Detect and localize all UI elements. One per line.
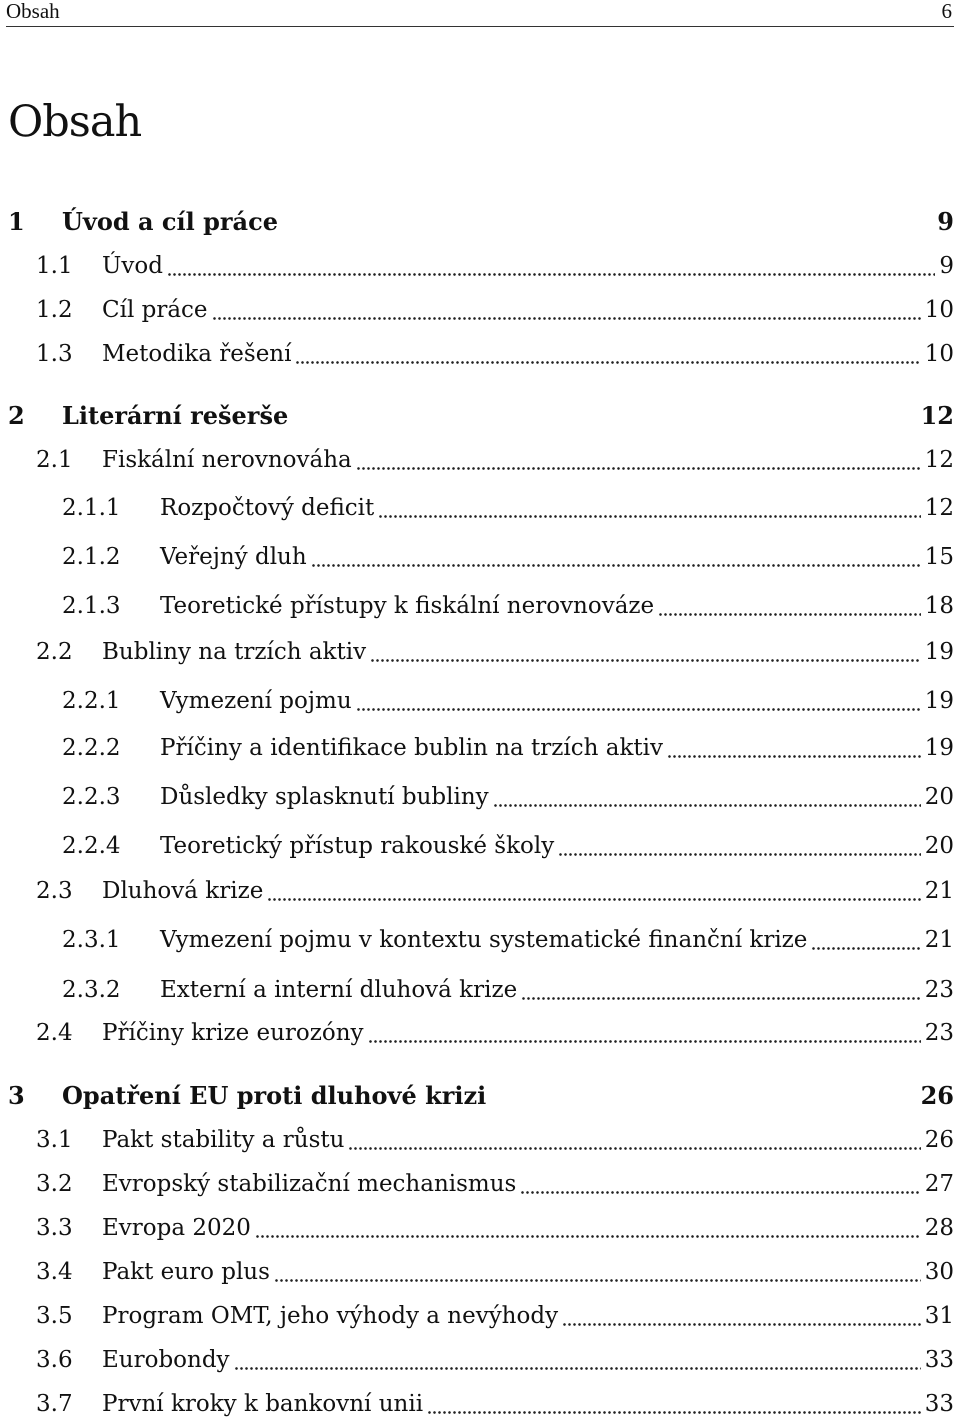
toc-entry-body [160,491,954,525]
toc-entry-body [102,1387,954,1421]
toc-entry-body [102,293,954,327]
toc-entry-title: Důsledky splasknutí bubliny [160,784,489,810]
toc-dot-leader [493,780,921,814]
toc-entry-title: Fiskální nerovnováha [102,447,352,473]
toc-entry-number: 3 [8,1081,25,1110]
toc-entry[interactable] [0,780,960,814]
toc-entry-page: 33 [924,1391,954,1417]
toc-entry-title: Teoretický přístup rakouské školy [160,833,555,859]
toc-dot-leader [267,874,920,908]
header-page-number: 6 [941,0,952,23]
toc-entry[interactable] [0,337,960,371]
toc-entry-number: 2.2 [36,639,73,665]
toc-entry[interactable] [0,1016,960,1050]
toc-entry-title: Teoretické přístupy k fiskální nerovnováze [160,593,655,619]
toc-entry[interactable] [0,635,960,669]
toc-entry-page: 26 [924,1127,954,1153]
toc-entry[interactable] [0,1343,960,1377]
toc-entry-body [160,923,954,957]
toc-entry-number: 2.2.1 [62,688,121,714]
toc-entry-body [102,1211,954,1245]
toc-entry[interactable] [0,249,960,283]
toc-entry-body [62,205,954,239]
toc-entry-title: Vymezení pojmu v kontextu systematické finanční krize [160,927,808,953]
toc-entry-page: 9 [937,207,954,236]
toc-entry[interactable] [0,731,960,765]
toc-entry-body [102,1123,954,1157]
toc-entry-number: 2.3.2 [62,977,121,1003]
toc-entry[interactable] [0,923,960,957]
toc-entry-title: Příčiny krize eurozóny [102,1020,364,1046]
toc-entry-title: Pakt euro plus [102,1259,270,1285]
toc-dot-leader [356,443,921,477]
toc-dot-leader [255,1211,921,1245]
toc-entry-number: 3.5 [36,1303,73,1329]
toc-entry-title: Eurobondy [102,1347,230,1373]
toc-entry-body [160,829,954,863]
toc-entry-body [160,684,954,718]
toc-entry-number: 2 [8,401,25,430]
toc-entry-title: Pakt stability a růstu [102,1127,345,1153]
toc-entry-page: 33 [924,1347,954,1373]
toc-entry-body [160,589,954,623]
toc-entry[interactable] [0,829,960,863]
toc-entry-number: 2.2.3 [62,784,121,810]
toc-entry[interactable] [0,1123,960,1157]
toc-entry-body [160,731,954,765]
toc-entry-page: 31 [924,1303,954,1329]
toc-entry-body [62,399,954,433]
toc-entry[interactable] [0,540,960,574]
toc-entry-body [160,540,954,574]
toc-entry-body [102,443,954,477]
toc-entry-title: Bubliny na trzích aktiv [102,639,367,665]
toc-entry-number: 2.4 [36,1020,73,1046]
toc-entry-body [102,1167,954,1201]
toc-entry-title: Veřejný dluh [160,544,307,570]
toc-entry[interactable] [0,1167,960,1201]
toc-dot-leader [558,829,921,863]
toc-entry-body [102,635,954,669]
toc-entry-page: 10 [924,297,954,323]
toc-entry-page: 19 [924,639,954,665]
toc-entry-page: 21 [924,878,954,904]
toc-dot-leader [658,589,921,623]
toc-entry[interactable] [0,1299,960,1333]
toc-entry-body [102,1255,954,1289]
toc-dot-leader [311,540,921,574]
toc-entry-title: Rozpočtový deficit [160,495,375,521]
toc-entry[interactable] [0,1387,960,1421]
toc-entry-number: 3.3 [36,1215,73,1241]
toc-entry-number: 3.4 [36,1259,73,1285]
toc-entry-number: 1.3 [36,341,73,367]
toc-entry-number: 2.1 [36,447,73,473]
toc-entry-page: 28 [924,1215,954,1241]
toc-entry-page: 20 [924,784,954,810]
toc-entry-number: 2.2.2 [62,735,121,761]
toc-entry-page: 18 [924,593,954,619]
toc-entry-page: 12 [924,495,954,521]
toc-entry-page: 23 [924,1020,954,1046]
toc-entry-page: 15 [924,544,954,570]
toc-entry-body [102,249,954,283]
header-section-title: Obsah [6,0,60,23]
toc-dot-leader [348,1123,920,1157]
toc-entry[interactable] [0,1079,960,1113]
toc-dot-leader [370,635,921,669]
toc-entry-body [102,1299,954,1333]
toc-entry-body [102,874,954,908]
toc-entry-number: 2.1.3 [62,593,121,619]
toc-entry-body [102,1016,954,1050]
toc-entry-page: 12 [920,401,954,430]
toc-entry-page: 19 [924,688,954,714]
toc-entry[interactable] [0,589,960,623]
toc-entry[interactable] [0,973,960,1007]
toc-entry-title: Úvod [102,253,163,279]
toc-entry-title: Vymezení pojmu [160,688,352,714]
toc-entry-title: Evropa 2020 [102,1215,251,1241]
toc-entry[interactable] [0,684,960,718]
toc-entry-page: 23 [924,977,954,1003]
toc-entry-page: 27 [924,1171,954,1197]
toc-entry-page: 30 [924,1259,954,1285]
toc-entry-title: Příčiny a identifikace bublin na trzích aktiv [160,735,663,761]
toc-entry-body [160,973,954,1007]
toc-dot-leader [520,1167,920,1201]
page-title: Obsah [8,97,142,147]
toc-entry[interactable] [0,205,960,239]
toc-dot-leader [490,1079,916,1113]
toc-entry-page: 20 [924,833,954,859]
toc-dot-leader [811,923,920,957]
toc-entry-page: 19 [924,735,954,761]
toc-entry-title: Evropský stabilizační mechanismus [102,1171,517,1197]
toc-entry-number: 3.6 [36,1347,73,1373]
toc-entry-body [160,780,954,814]
toc-entry-title: Cíl práce [102,297,208,323]
toc-dot-leader [356,684,921,718]
toc-dot-leader [378,491,920,525]
toc-entry-number: 1.2 [36,297,73,323]
toc-entry-number: 2.3 [36,878,73,904]
toc-entry-body [102,1343,954,1377]
toc-dot-leader [368,1016,921,1050]
toc-entry[interactable] [0,1211,960,1245]
toc-dot-leader [282,205,933,239]
toc-entry-number: 1.1 [36,253,73,279]
toc-entry-number: 3.7 [36,1391,73,1417]
toc-dot-leader [292,399,916,433]
toc-entry-number: 2.2.4 [62,833,121,859]
toc-entry-number: 2.1.1 [62,495,121,521]
toc-entry-number: 3.2 [36,1171,73,1197]
toc-entry-title: Úvod a cíl práce [62,207,278,236]
toc-entry-page: 21 [924,927,954,953]
toc-entry-title: Program OMT, jeho výhody a nevýhody [102,1303,559,1329]
toc-dot-leader [562,1299,921,1333]
toc-entry-number: 1 [8,207,25,236]
toc-entry-number: 3.1 [36,1127,73,1153]
toc-entry[interactable] [0,1255,960,1289]
toc-entry[interactable] [0,399,960,433]
toc-entry-title: Literární rešerše [62,401,289,430]
toc-entry-number: 2.3.1 [62,927,121,953]
toc-entry-page: 26 [920,1081,954,1110]
toc-entry-number: 2.1.2 [62,544,121,570]
toc-entry-title: Opatření EU proti dluhové krizi [62,1081,487,1110]
toc-entry-body [62,1079,954,1113]
toc-entry[interactable] [0,874,960,908]
toc-entry-title: Dluhová krize [102,878,264,904]
toc-dot-leader [234,1343,921,1377]
toc-entry-page: 10 [924,341,954,367]
toc-dot-leader [427,1387,921,1421]
toc-dot-leader [295,337,920,371]
toc-entry-page: 12 [924,447,954,473]
toc-entry-page: 9 [939,253,954,279]
toc-entry-title: Externí a interní dluhová krize [160,977,518,1003]
toc-entry[interactable] [0,293,960,327]
toc-dot-leader [167,249,935,283]
toc-dot-leader [521,973,921,1007]
toc-entry[interactable] [0,443,960,477]
toc-entry-body [102,337,954,371]
toc-dot-leader [212,293,921,327]
toc-dot-leader [667,731,921,765]
toc-dot-leader [274,1255,921,1289]
toc-entry-title: Metodika řešení [102,341,292,367]
toc-entry[interactable] [0,491,960,525]
toc-entry-title: První kroky k bankovní unii [102,1391,424,1417]
